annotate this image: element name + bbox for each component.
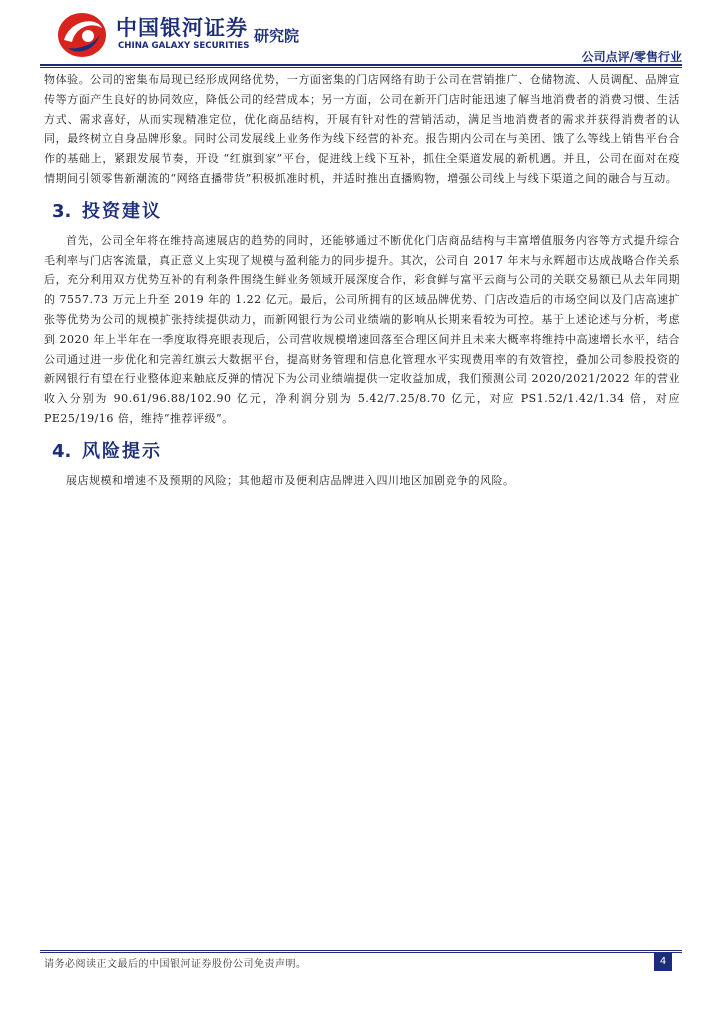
footer-disclaimer: 请务必阅读正文最后的中国银河证券股份公司免责声明。 [44,959,307,970]
section-number: 4. [52,440,72,462]
logo-english-name: CHINA GALAXY SECURITIES [118,41,250,51]
section-title: 风险提示 [82,440,162,462]
risk-paragraph: 展店规模和增速不及预期的风险；其他超市及便利店品牌进入四川地区加剧竞争的风险。 [66,473,515,487]
header-divider [40,64,682,66]
logo-chinese-name: 中国银河证券 [116,16,248,40]
section-number: 3. [52,200,72,222]
page-number-badge: 4 [654,953,672,971]
logo-department: 研究院 [254,27,300,45]
galaxy-swirl-icon [56,10,108,60]
footer-divider-thin [40,952,682,953]
page-header [0,0,724,72]
main-content [44,70,680,491]
report-type-label: 公司点评/零售行业 [581,50,682,64]
investment-paragraph: 首先，公司全年将在维持高速展店的趋势的同时，还能够通过不断优化门店商品结构与丰富增值服务内容等方式提升综合毛利率与门店客流量，真正意义上实现了规模与盈利能力的同步提升。其次，公司自 2017 年末与永辉超市达成战略合作关系后，充分利用双方优势互补的有利条件围绕生鲜业务领域开展深度合作，彩食鲜与富平云商与公司的关联交易额已从去年同期的 7557.73 万元上升至 2019 年的 1.22 亿元。最后，公司所拥有的区域品牌优势、门店改造后的市场空间以及门店高速扩张等优势为公司的规模扩张持续提供动力，而新网银行为公司业绩端的影响从长期来看较为可控。基于上述论述与分析，考虑到 2020 年上半年在一季度取得亮眼表现后，公司营收规模增速回落至合理区间并且未来大概率将维持中高速增长水平，结合公司通过进一步优化和完善红旗云大数据平台，提高财务管理和信息化管理水平实现费用率的有效管控，叠加公司参股投资的新网银行有望在行业整体迎来触底反弹的情况下为公司业绩端提供一定收益加成，我们预测公司 2020/2021/2022 年的营业收入分别为 90.61/96.88/102.90 亿元，净利润分别为 5.42/7.25/8.70 亿元，对应 PS1.52/1.42/1.34 倍，对应 PE25/19/16 倍，维持“推荐评级”。 [44,233,680,425]
section-title: 投资建议 [82,200,162,222]
intro-paragraph: 物体验。公司的密集布局现已经形成网络优势，一方面密集的门店网络有助于公司在营销推广、仓储物流、人员调配、品牌宣传等方面产生良好的协同效应，降低公司的经营成本；另一方面，公司在新开门店时能迅速了解当地消费者的消费习惯、生活方式、需求喜好，从而实现精准定位，优化商品结构，开展有针对性的营销活动，满足当地消费者的需求并获得消费者的认同，最终树立自身品牌形象。同时公司发展线上业务作为线下经营的补充。报告期内公司在与美团、饿了么等线上销售平台合作的基础上，紧跟发展节奏，开设 “红旗到家”平台，促进线上线下互补，抓住全渠道发展的新机遇。并且，公司在面对在疫情期间引领零售新潮流的“网络直播带货”积极抓准时机，并适时推出直播购物，增强公司线上与线下渠道之间的融合与互动。 [44,73,680,185]
header-divider-thin [40,67,682,68]
section-heading-investment [52,197,680,227]
section-heading-risk [52,437,680,467]
company-logo [52,8,322,60]
footer-divider [40,950,682,951]
